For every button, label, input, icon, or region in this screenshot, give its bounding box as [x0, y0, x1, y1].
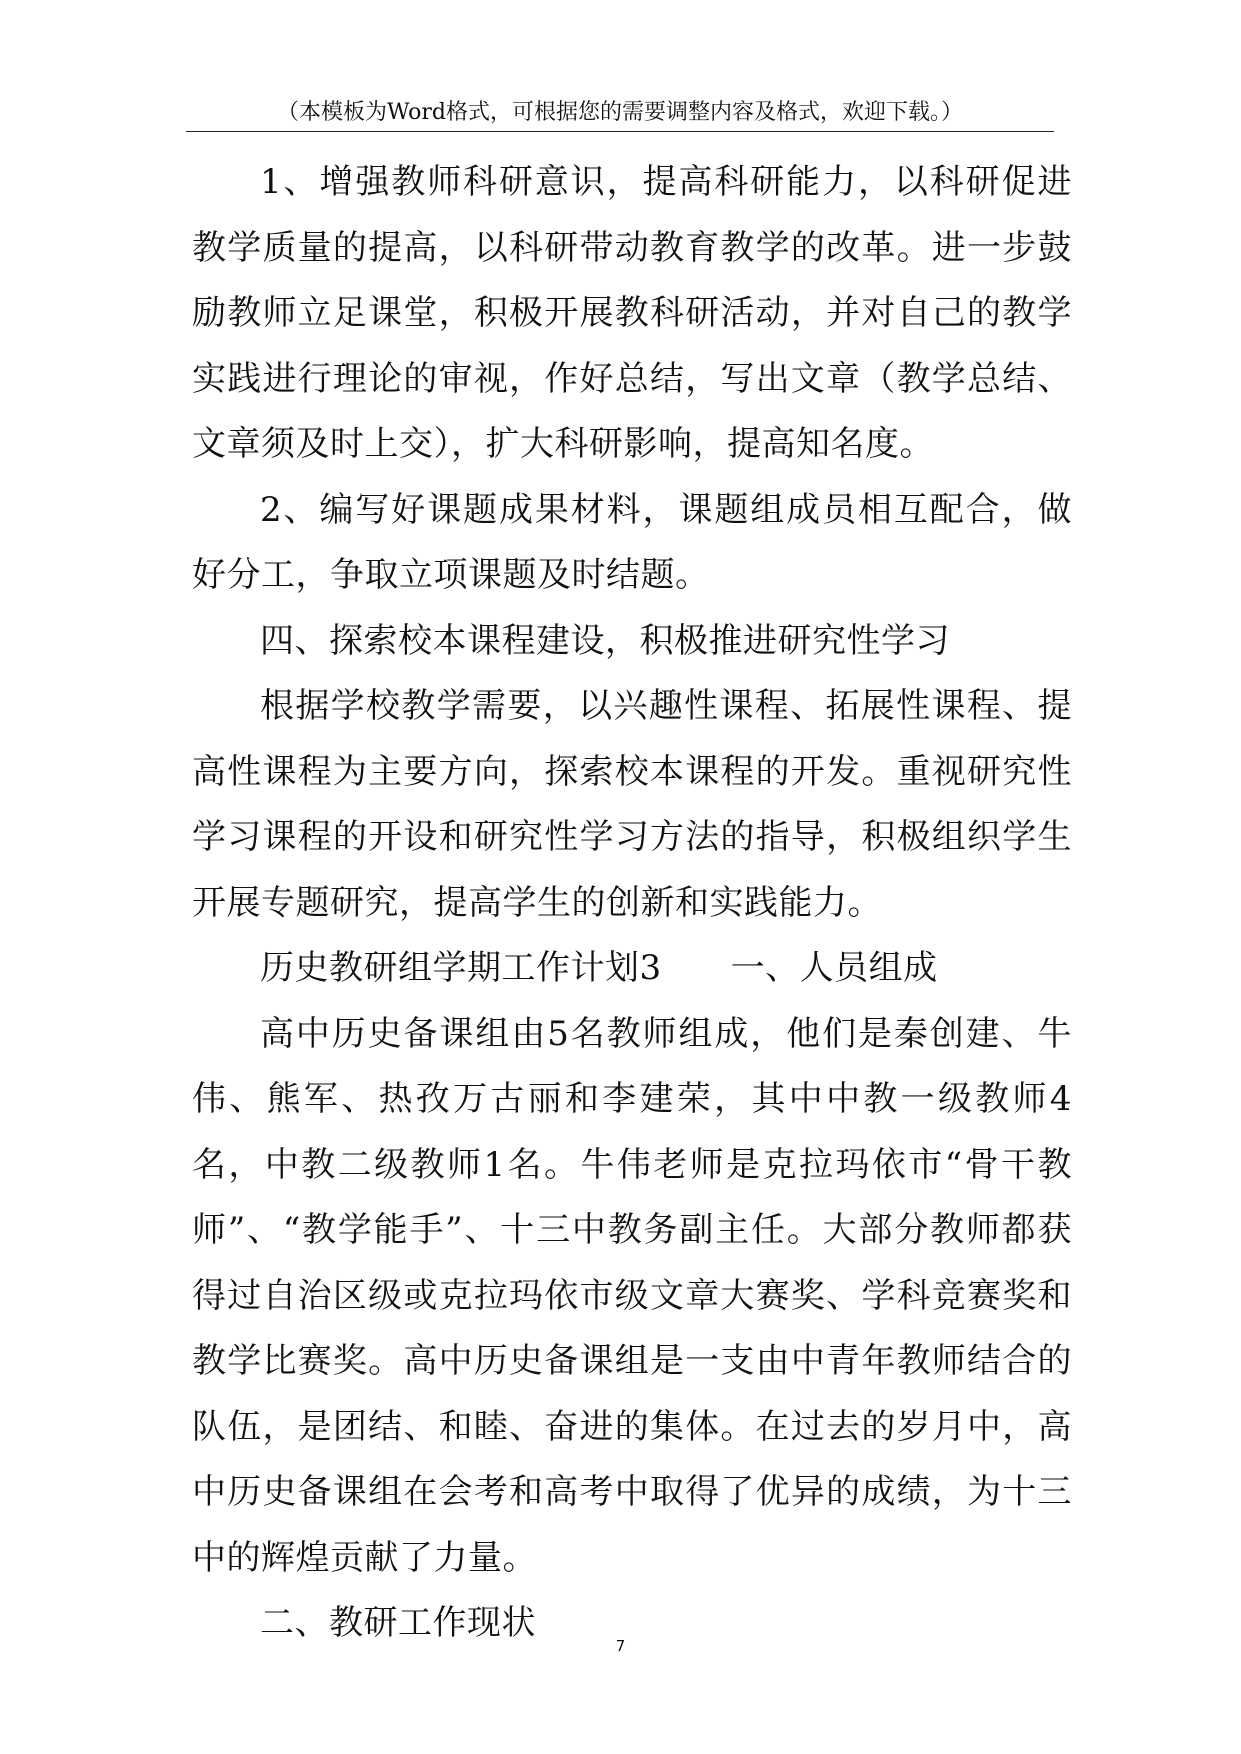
- section-heading-plan-3-staff: 历史教研组学期工作计划3 一、人员组成: [260, 948, 938, 988]
- document-body: [192, 150, 1072, 1657]
- paragraph-research-awareness: 1、增强教师科研意识，提高科研能力，以科研促进教学质量的提高，以科研带动教育教学的改革。进一步鼓励教师立足课堂，积极开展教科研活动，并对自己的教学实践进行理论的审视，作好总结，写出文章（教学总结、文章须及时上交），扩大科研影响，提高知名度。: [192, 162, 1072, 464]
- section-heading-school-curriculum: 四、探索校本课程建设，积极推进研究性学习: [260, 620, 950, 661]
- section-heading-research-status: 二、教研工作现状: [260, 1603, 536, 1643]
- paragraph-curriculum-development: 根据学校教学需要，以兴趣性课程、拓展性课程、提高性课程为主要方向，探索校本课程的开发。重视研究性学习课程的开设和研究性学习方法的指导，积极组织学生开展专题研究，提高学生的创新和实践能力。: [192, 686, 1072, 923]
- paragraph-project-materials: 2、编写好课题成果材料，课题组成员相互配合，做好分工，争取立项课题及时结题。: [192, 489, 1072, 595]
- page-number: 7: [615, 1637, 626, 1655]
- header-divider: [186, 131, 1054, 132]
- paragraph-staff-composition: 高中历史备课组由5名教师组成，他们是秦创建、牛伟、熊军、热孜万古丽和李建荣，其中中教一级教师4名，中教二级教师1名。牛伟老师是克拉玛依市“骨干教师”、“教学能手”、十三中教务副主任。大部分教师都获得过自治区级或克拉玛依市级文章大赛奖、学科竞赛奖和教学比赛奖。高中历史备课组是一支由中青年教师结合的队伍，是团结、和睦、奋进的集体。在过去的岁月中，高中历史备课组在会考和高考中取得了优异的成绩，为十三中的辉煌贡献了力量。: [192, 1013, 1072, 1578]
- page-header-notice: （本模板为Word格式，可根据您的需要调整内容及格式，欢迎下载。）: [277, 100, 963, 125]
